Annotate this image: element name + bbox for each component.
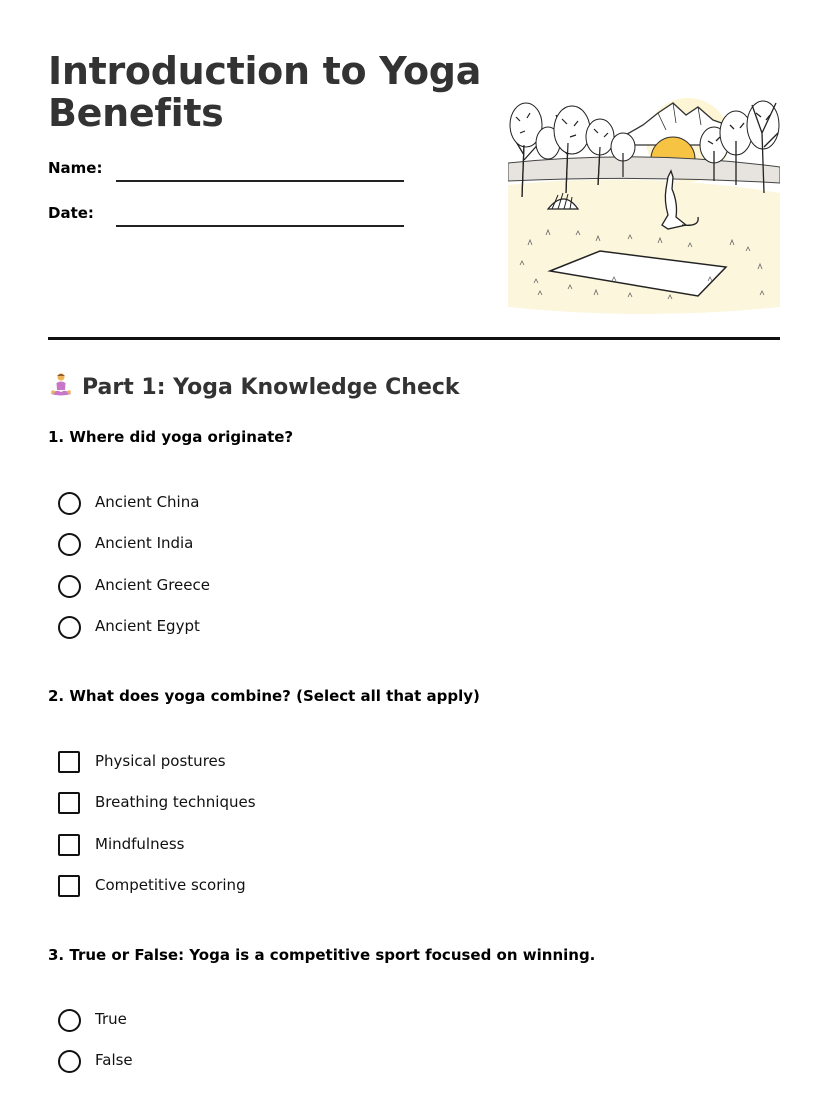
option-label: False	[95, 1051, 133, 1069]
question-1: 1. Where did yoga originate?	[48, 428, 294, 446]
radio-button[interactable]	[58, 1009, 81, 1032]
meditation-person-icon	[48, 372, 74, 398]
option-label: Competitive scoring	[95, 876, 246, 894]
option-label: Ancient Egypt	[95, 617, 200, 635]
option-label: Mindfulness	[95, 835, 185, 853]
worksheet-page	[48, 0, 780, 1118]
section-heading	[48, 372, 460, 400]
page-title	[48, 50, 481, 134]
question-2: 2. What does yoga combine? (Select all that apply)	[48, 687, 480, 705]
page-title-line-1: Introduction to Yoga	[48, 49, 482, 93]
radio-button[interactable]	[58, 575, 81, 598]
horizon-band	[508, 157, 780, 183]
option-label: Ancient China	[95, 493, 200, 511]
option-label: Ancient India	[95, 534, 194, 552]
option-label: Breathing techniques	[95, 793, 256, 811]
option-label: Ancient Greece	[95, 576, 210, 594]
section-heading-text: Part 1: Yoga Knowledge Check	[82, 375, 460, 400]
radio-button[interactable]	[58, 616, 81, 639]
yoga-scene-illustration	[508, 85, 780, 317]
date-label: Date:	[48, 204, 94, 222]
checkbox[interactable]	[58, 875, 80, 897]
header-divider	[48, 337, 780, 340]
left-tree-foliage	[510, 103, 635, 161]
radio-button[interactable]	[58, 492, 81, 515]
radio-button[interactable]	[58, 1050, 81, 1073]
question-3: 3. True or False: Yoga is a competitive sport focused on winning.	[48, 946, 596, 964]
checkbox[interactable]	[58, 834, 80, 856]
date-field-line[interactable]	[116, 225, 404, 227]
option-label: Physical postures	[95, 752, 226, 770]
page-title-line-2: Benefits	[48, 91, 224, 135]
name-label: Name:	[48, 159, 103, 177]
checkbox[interactable]	[58, 792, 80, 814]
radio-button[interactable]	[58, 533, 81, 556]
name-field-line[interactable]	[116, 180, 404, 182]
option-label: True	[95, 1010, 127, 1028]
checkbox[interactable]	[58, 751, 80, 773]
ground-shape	[508, 180, 780, 314]
